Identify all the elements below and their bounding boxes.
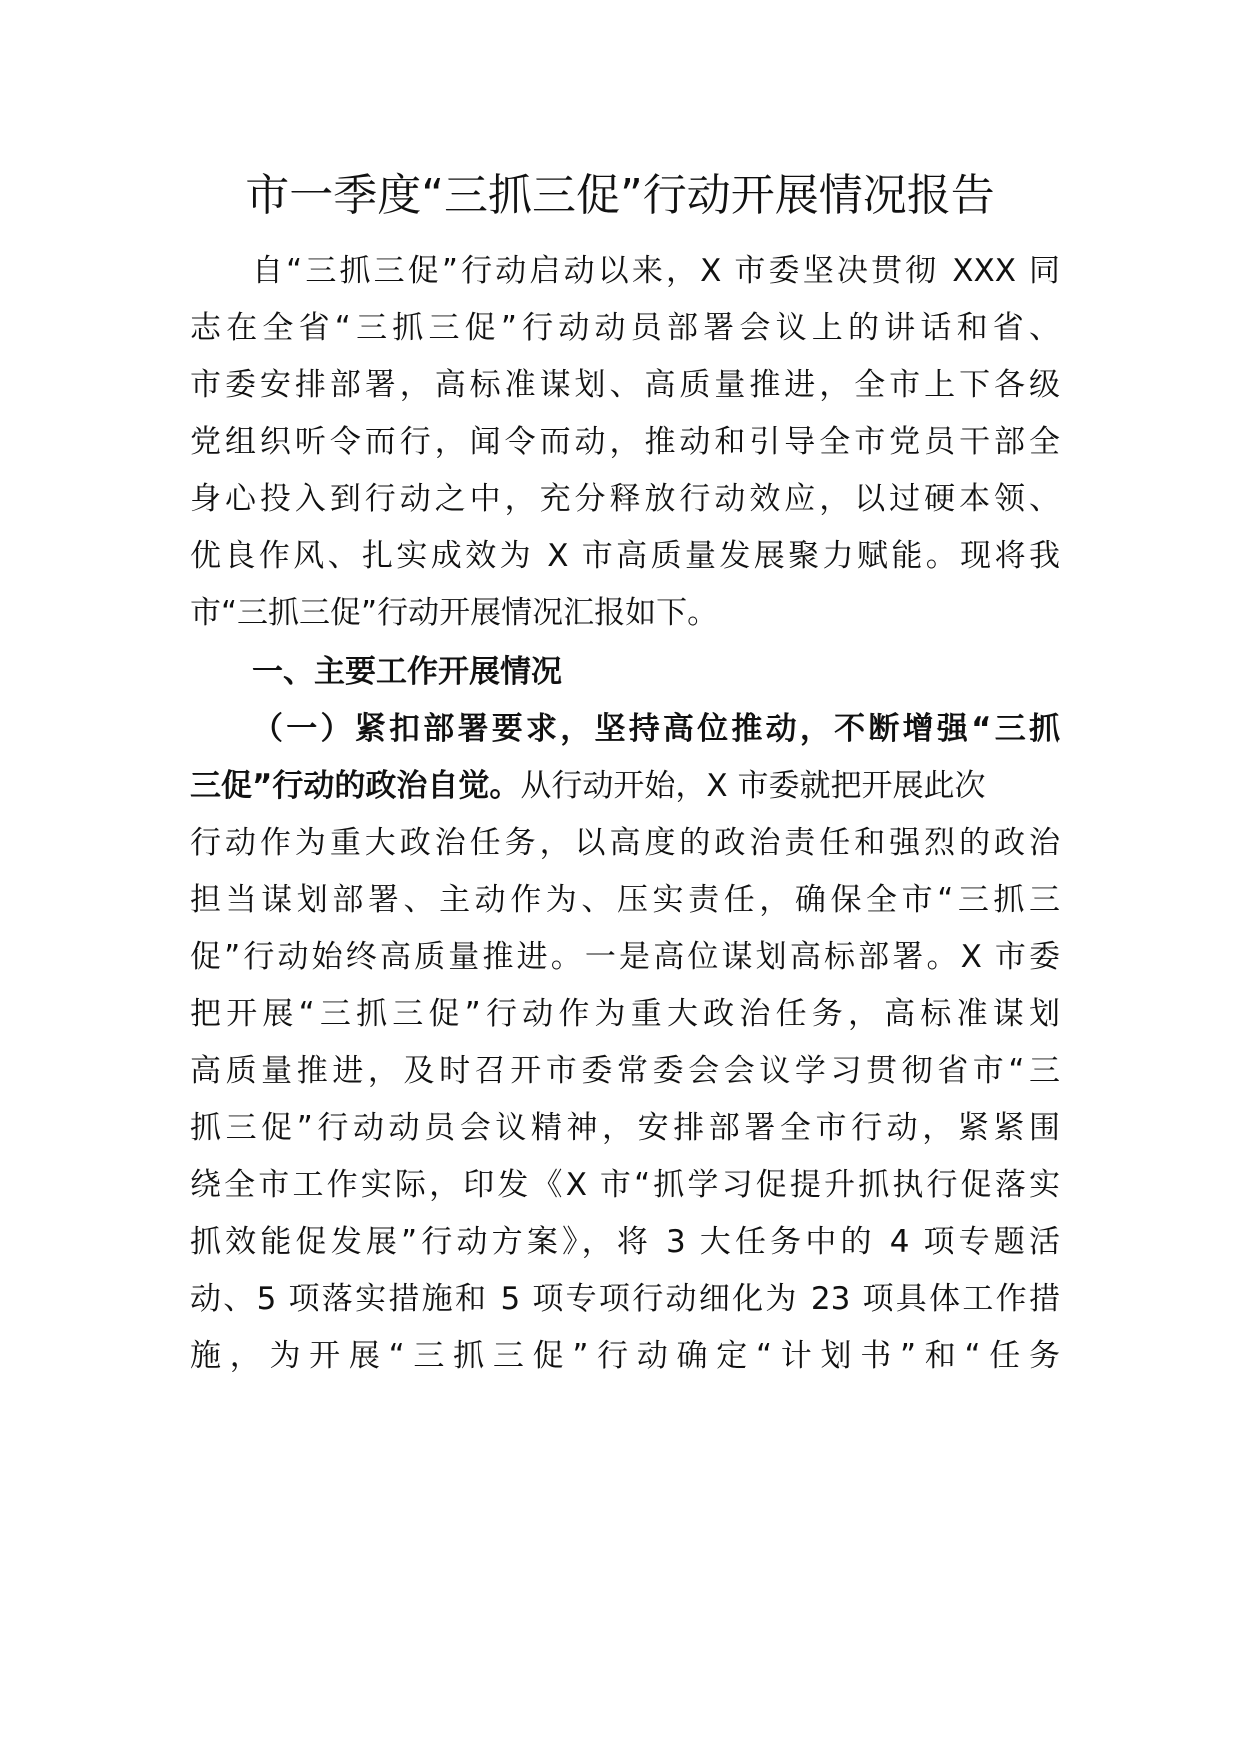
- subsection-heading: （一）紧扣部署要求，坚持高位推动，不断增强“三抓: [252, 711, 1060, 747]
- paragraph-line: 抓效能促发展”行动方案》，将 3 大任务中的 4 项专题活: [190, 1224, 1060, 1260]
- paragraph-line: 行动作为重大政治任务，以高度的政治责任和强烈的政治: [190, 825, 1060, 861]
- paragraph-line: 市委安排部署，高标准谋划、高质量推进，全市上下各级: [190, 367, 1060, 403]
- paragraph-line: 抓三促”行动动员会议精神，安排部署全市行动，紧紧围: [190, 1110, 1060, 1146]
- paragraph-line: [190, 764, 1060, 808]
- paragraph-line: 绕全市工作实际，印发《X 市“抓学习促提升抓执行促落实: [190, 1167, 1060, 1203]
- section-heading: 一、主要工作开展情况: [252, 654, 562, 690]
- paragraph-line: 担当谋划部署、主动作为、压实责任，确保全市“三抓三: [190, 882, 1060, 918]
- paragraph-line: 市“三抓三促”行动开展情况汇报如下。: [190, 595, 719, 631]
- paragraph-line: 把开展“三抓三促”行动作为重大政治任务，高标准谋划: [190, 996, 1060, 1032]
- paragraph-line: 身心投入到行动之中，充分释放行动效应，以过硬本领、: [190, 481, 1060, 517]
- subsection-heading-continued: 三促”行动的政治自觉。: [190, 768, 521, 804]
- document-title: 市一季度“三抓三促”行动开展情况报告: [245, 170, 995, 221]
- paragraph-line: 自“三抓三促”行动启动以来，X 市委坚决贯彻 XXX 同: [252, 253, 1060, 289]
- paragraph-line: 施，为开展“三抓三促”行动确定“计划书”和“任务: [190, 1338, 1060, 1374]
- paragraph-line: 党组织听令而行，闻令而动，推动和引导全市党员干部全: [190, 424, 1060, 460]
- paragraph-line: 高质量推进，及时召开市委常委会会议学习贯彻省市“三: [190, 1053, 1060, 1089]
- paragraph-line: 优良作风、扎实成效为 X 市高质量发展聚力赋能。现将我: [190, 538, 1060, 574]
- paragraph-text: 从行动开始，X 市委就把开展此次: [520, 768, 986, 804]
- paragraph-line: 促”行动始终高质量推进。一是高位谋划高标部署。X 市委: [190, 939, 1060, 975]
- paragraph-line: 动、5 项落实措施和 5 项专项行动细化为 23 项具体工作措: [190, 1281, 1060, 1317]
- paragraph-line: 志在全省“三抓三促”行动动员部署会议上的讲话和省、: [190, 310, 1060, 346]
